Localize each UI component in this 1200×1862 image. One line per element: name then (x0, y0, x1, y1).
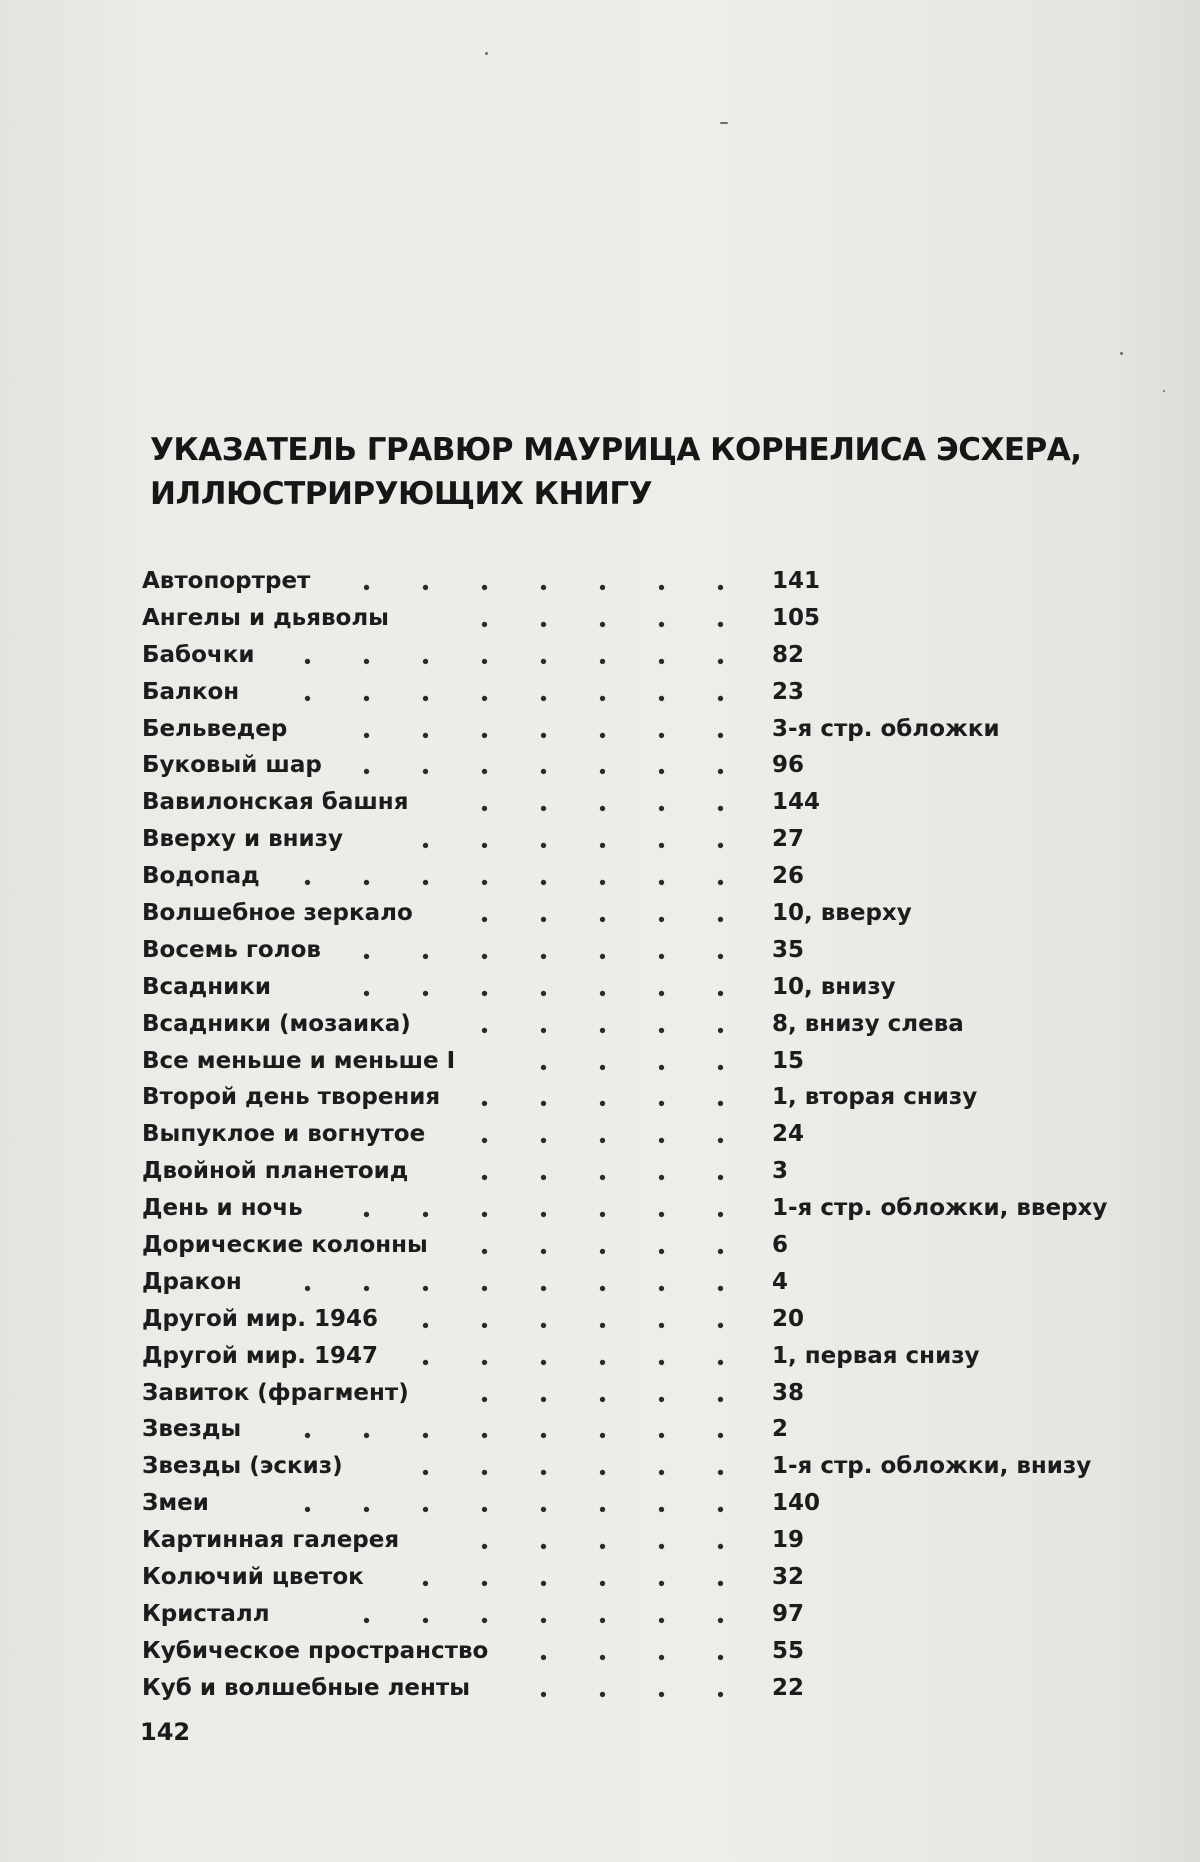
entry-title: Всадники (142, 973, 271, 1000)
entry-page-reference: 38 (772, 1379, 805, 1406)
entry-title: Вверху и внизу (142, 826, 344, 853)
dot-leader (337, 563, 762, 600)
entry-page-reference: 1, вторая снизу (772, 1084, 978, 1111)
index-entry (142, 674, 1142, 711)
entry-page-reference: 3-я стр. обложки (772, 715, 1000, 742)
dot-leader (337, 932, 762, 969)
entry-title: Звезды (эскиз) (142, 1453, 343, 1480)
entry-page-reference: 10, внизу (772, 973, 896, 1000)
entry-title: Змеи (142, 1490, 209, 1517)
index-entry (142, 784, 1142, 821)
dot-leader (455, 784, 762, 821)
entry-page-reference: 24 (772, 1121, 805, 1148)
print-speck (720, 122, 728, 124)
index-entry (142, 1411, 1142, 1448)
dot-leader (455, 1522, 762, 1559)
entry-title: Куб и волшебные ленты (142, 1674, 471, 1701)
entry-page-reference: 1, первая снизу (772, 1342, 980, 1369)
entry-page-reference: 6 (772, 1232, 789, 1259)
index-entry (142, 1338, 1142, 1375)
dot-leader (514, 1633, 762, 1670)
entry-page-reference: 1-я стр. обложки, вверху (772, 1195, 1108, 1222)
entry-page-reference: 32 (772, 1564, 805, 1591)
index-entry (142, 1264, 1142, 1301)
entry-title: Кубическое пространство (142, 1637, 489, 1664)
entry-title: Двойной планетоид (142, 1158, 409, 1185)
dot-leader (337, 969, 762, 1006)
index-entry (142, 747, 1142, 784)
dot-leader (278, 1485, 762, 1522)
dot-leader (455, 1006, 762, 1043)
entry-page-reference: 23 (772, 678, 805, 705)
dot-leader (396, 1559, 762, 1596)
entry-title: Бельведер (142, 715, 288, 742)
entry-title: Балкон (142, 678, 240, 705)
entry-page-reference: 27 (772, 826, 805, 853)
dot-leader (337, 747, 762, 784)
entry-page-reference: 4 (772, 1268, 789, 1295)
index-entry (142, 563, 1142, 600)
index-entry (142, 1006, 1142, 1043)
index-entry (142, 1375, 1142, 1412)
entry-page-reference: 55 (772, 1637, 805, 1664)
dot-leader (396, 1301, 762, 1338)
entry-title: Картинная галерея (142, 1527, 400, 1554)
entry-title: Все меньше и меньше I (142, 1047, 456, 1074)
entry-title: Волшебное зеркало (142, 900, 413, 927)
entry-page-reference: 35 (772, 936, 805, 963)
index-entry (142, 895, 1142, 932)
dot-leader (337, 711, 762, 748)
dot-leader (455, 895, 762, 932)
dot-leader (455, 1153, 762, 1190)
entry-title: Ангелы и дьяволы (142, 604, 389, 631)
entry-page-reference: 2 (772, 1416, 789, 1443)
entry-page-reference: 105 (772, 604, 821, 631)
entry-title: Звезды (142, 1416, 242, 1443)
dot-leader (514, 1043, 762, 1080)
print-speck (1163, 390, 1165, 392)
entry-page-reference: 3 (772, 1158, 789, 1185)
dot-leader (455, 1116, 762, 1153)
dot-leader (278, 637, 762, 674)
page-number: 142 (140, 1718, 191, 1746)
dot-leader (396, 1448, 762, 1485)
entry-title: Буковый шар (142, 752, 322, 779)
entry-title: Всадники (мозаика) (142, 1010, 411, 1037)
index-title (150, 428, 1130, 516)
dot-leader (455, 1227, 762, 1264)
index-entry (142, 1559, 1142, 1596)
entry-page-reference: 96 (772, 752, 805, 779)
entry-page-reference: 10, вверху (772, 900, 912, 927)
dot-leader (396, 821, 762, 858)
dot-leader (514, 1670, 762, 1707)
dot-leader (455, 1375, 762, 1412)
entry-title: Вавилонская башня (142, 789, 409, 816)
index-entry (142, 858, 1142, 895)
entry-page-reference: 144 (772, 789, 821, 816)
entry-page-reference: 26 (772, 863, 805, 890)
index-entry (142, 1116, 1142, 1153)
entry-page-reference: 22 (772, 1674, 805, 1701)
index-entry (142, 1079, 1142, 1116)
entry-page-reference: 20 (772, 1305, 805, 1332)
entry-title: Второй день творения (142, 1084, 441, 1111)
index-entry (142, 1633, 1142, 1670)
entry-title: Автопортрет (142, 568, 311, 594)
entry-title: Восемь голов (142, 936, 321, 963)
dot-leader (455, 600, 762, 637)
entry-title: Кристалл (142, 1600, 270, 1627)
dot-leader (337, 1596, 762, 1633)
entry-page-reference: 15 (772, 1047, 805, 1074)
entry-title: Бабочки (142, 641, 255, 668)
entry-title: Дракон (142, 1268, 242, 1295)
entry-title: Другой мир. 1946 (142, 1305, 379, 1332)
index-entry (142, 600, 1142, 637)
entry-title: Выпуклое и вогнутое (142, 1121, 426, 1148)
index-entry (142, 969, 1142, 1006)
entry-page-reference: 1-я стр. обложки, внизу (772, 1453, 1092, 1480)
index-entry (142, 821, 1142, 858)
index-entry (142, 711, 1142, 748)
index-title-line-2: ИЛЛЮСТРИРУЮЩИХ КНИГУ (150, 476, 653, 512)
dot-leader (278, 858, 762, 895)
engraving-index-list (142, 563, 1142, 1707)
entry-title: Другой мир. 1947 (142, 1342, 379, 1369)
index-entry (142, 1043, 1142, 1080)
print-speck (485, 52, 488, 55)
index-title-line-1: УКАЗАТЕЛЬ ГРАВЮР МАУРИЦА КОРНЕЛИСА ЭСХЕРА, (150, 432, 1082, 468)
print-speck (1120, 352, 1123, 355)
entry-page-reference: 82 (772, 641, 805, 668)
index-entry (142, 932, 1142, 969)
index-entry (142, 1153, 1142, 1190)
index-entry (142, 1227, 1142, 1264)
entry-page-reference: 8, внизу слева (772, 1010, 964, 1037)
dot-leader (278, 1411, 762, 1448)
dot-leader (396, 1338, 762, 1375)
index-entry (142, 1301, 1142, 1338)
dot-leader (455, 1079, 762, 1116)
entry-page-reference: 97 (772, 1600, 805, 1627)
dot-leader (337, 1190, 762, 1227)
entry-page-reference: 19 (772, 1527, 805, 1554)
entry-title: Дорические колонны (142, 1232, 428, 1259)
index-entry (142, 1670, 1142, 1707)
dot-leader (278, 674, 762, 711)
entry-page-reference: 141 (772, 568, 821, 594)
entry-title: Завиток (фрагмент) (142, 1379, 409, 1406)
index-entry (142, 1190, 1142, 1227)
entry-title: Колючий цветок (142, 1564, 364, 1591)
index-entry (142, 1522, 1142, 1559)
index-entry (142, 1485, 1142, 1522)
index-entry (142, 1596, 1142, 1633)
entry-page-reference: 140 (772, 1490, 821, 1517)
entry-title: Водопад (142, 863, 260, 890)
entry-title: День и ночь (142, 1195, 303, 1222)
index-entry (142, 637, 1142, 674)
index-entry (142, 1448, 1142, 1485)
dot-leader (278, 1264, 762, 1301)
